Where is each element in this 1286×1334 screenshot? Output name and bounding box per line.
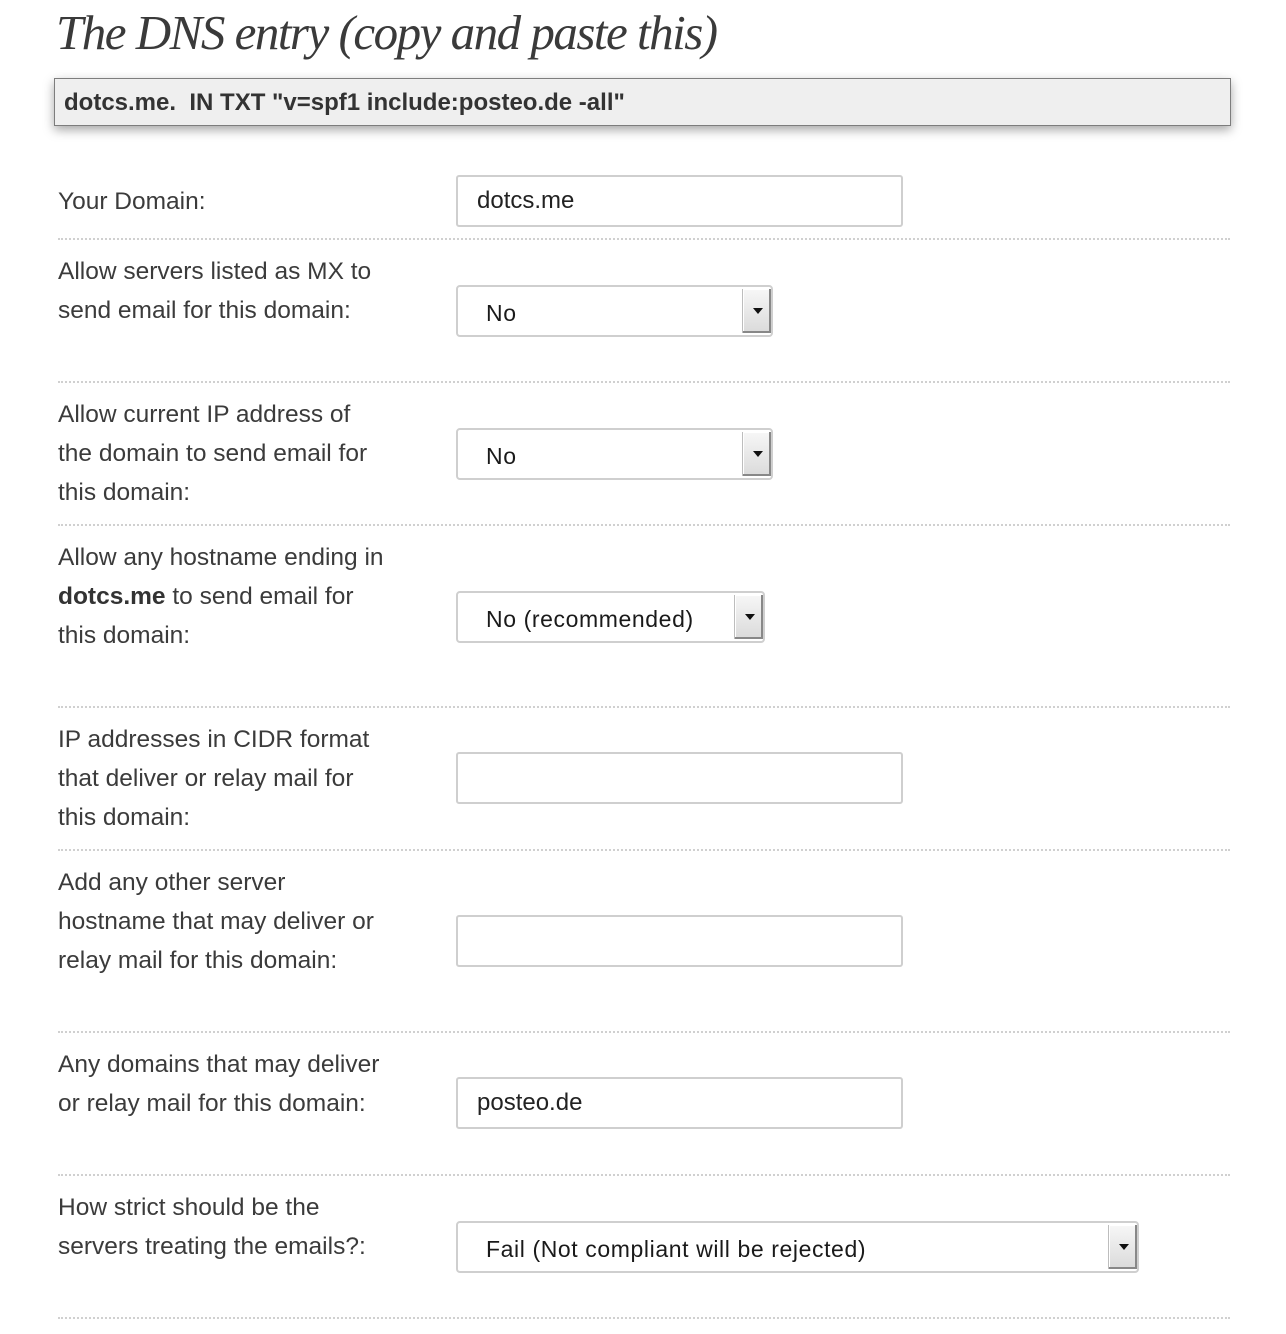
form-row-domain [58,168,1230,240]
chevron-down-icon[interactable] [1108,1225,1137,1269]
ptr-label-domain: dotcs.me [58,583,166,610]
domain-input[interactable]: dotcs.me [456,175,903,227]
chevron-down-icon[interactable] [742,432,771,476]
policy-select[interactable] [456,1221,1139,1273]
form-row-ptr [58,524,1230,708]
include-input[interactable]: posteo.de [456,1077,903,1129]
mx-select[interactable] [456,285,773,337]
ptr-label [58,538,388,655]
cidr-label: IP addresses in CIDR format that deliver or relay mail for this domain: [58,726,370,831]
a-select-value: No [486,443,517,469]
form-row-mx [58,238,1230,383]
form-row-a [58,381,1230,526]
hostname-input[interactable] [456,915,903,967]
policy-select-value: Fail (Not compliant will be rejected) [486,1236,867,1262]
chevron-down-icon[interactable] [734,595,763,639]
hostname-label: Add any other server hostname that may deliver or relay mail for this domain: [58,869,374,974]
ptr-label-before: Allow any hostname ending in [58,544,384,571]
ptr-select[interactable] [456,591,765,643]
form-row-policy [58,1174,1230,1319]
dns-entry-output[interactable]: dotcs.me. IN TXT "v=spf1 include:posteo.de -all" [54,78,1231,126]
a-select[interactable] [456,428,773,480]
chevron-down-icon[interactable] [742,289,771,333]
form-row-cidr [58,706,1230,851]
mx-label: Allow servers listed as MX to send email for this domain: [58,258,372,324]
form-row-include [58,1031,1230,1176]
cidr-input[interactable] [456,752,903,804]
domain-label: Your Domain: [58,188,206,215]
policy-label: How strict should be the servers treating the emails?: [58,1194,366,1260]
a-label: Allow current IP address of the domain to send email for this domain: [58,401,368,506]
ptr-select-value: No (recommended) [486,606,694,632]
include-label: Any domains that may deliver or relay mail for this domain: [58,1051,380,1117]
mx-select-value: No [486,300,517,326]
form-row-hostname [58,849,1230,1033]
ptr-label-after: to send email for this domain: [58,583,354,649]
page-title: The DNS entry (copy and paste this) [56,5,717,60]
